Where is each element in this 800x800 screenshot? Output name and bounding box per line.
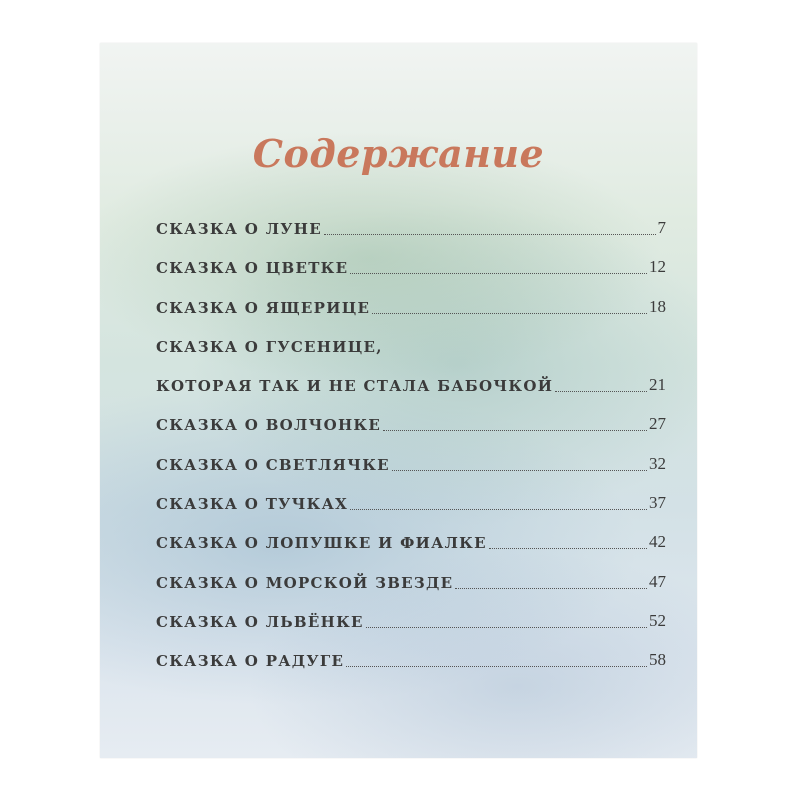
toc-leader-dots <box>455 588 647 589</box>
toc-leader-dots <box>324 234 656 235</box>
toc-entry <box>156 289 666 328</box>
toc-entry <box>156 446 666 485</box>
toc-entry <box>156 525 666 564</box>
toc-entry-page: 18 <box>649 296 666 316</box>
toc-entry-title: СКАЗКА О ЛОПУШКЕ И ФИАЛКЕ <box>156 534 487 553</box>
toc-entry-title: СКАЗКА О ЦВЕТКЕ <box>156 259 349 278</box>
toc-entry-title: СКАЗКА О ТУЧКАХ <box>156 495 349 514</box>
toc-entry <box>156 368 666 407</box>
toc-entry <box>156 486 666 525</box>
toc-entry <box>156 407 666 446</box>
toc-entry-title: СКАЗКА О ЛЬВЁНКЕ <box>156 612 364 631</box>
toc-entry-title: КОТОРАЯ ТАК И НЕ СТАЛА БАБОЧКОЙ <box>156 377 554 396</box>
toc-entry-title: СКАЗКА О ЯЩЕРИЦЕ <box>156 298 371 317</box>
toc-leader-dots <box>489 548 647 549</box>
toc-entry-continued <box>156 329 666 368</box>
toc-entry-title: СКАЗКА О МОРСКОЙ ЗВЕЗДЕ <box>156 573 454 592</box>
toc-entry-title: СКАЗКА О РАДУГЕ <box>156 652 345 671</box>
book-page <box>100 43 697 758</box>
toc-entry-page: 21 <box>649 375 666 395</box>
toc-leader-dots <box>350 509 647 510</box>
toc-entry-page: 37 <box>649 493 666 513</box>
toc-leader-dots <box>366 627 647 628</box>
toc-entry-page: 47 <box>649 571 666 591</box>
toc-entry-page: 52 <box>649 610 666 630</box>
table-of-contents <box>156 218 666 682</box>
toc-entry <box>156 643 666 682</box>
toc-entry-title: СКАЗКА О ЛУНЕ <box>156 220 322 238</box>
toc-entry-page: 32 <box>649 453 666 473</box>
toc-entry <box>156 564 666 603</box>
toc-entry <box>156 604 666 643</box>
toc-entry-page: 12 <box>649 257 666 277</box>
toc-entry <box>156 250 666 289</box>
toc-leader-dots <box>392 470 647 471</box>
toc-leader-dots <box>346 666 647 667</box>
toc-leader-dots <box>372 313 647 314</box>
toc-leader-dots <box>383 430 647 431</box>
toc-entry-title: СКАЗКА О СВЕТЛЯЧКЕ <box>156 455 390 474</box>
toc-entry-page: 27 <box>649 414 666 434</box>
toc-leader-dots <box>555 391 647 392</box>
toc-entry <box>156 218 666 250</box>
page-title: Содержание <box>252 131 545 176</box>
toc-entry-title: СКАЗКА О ВОЛЧОНКЕ <box>156 416 382 435</box>
toc-entry-page: 42 <box>649 532 666 552</box>
toc-entry-page: 7 <box>657 218 666 237</box>
toc-leader-dots <box>350 273 647 274</box>
toc-entry-title: СКАЗКА О ГУСЕНИЦЕ, <box>156 337 383 356</box>
toc-entry-page: 58 <box>649 650 666 670</box>
